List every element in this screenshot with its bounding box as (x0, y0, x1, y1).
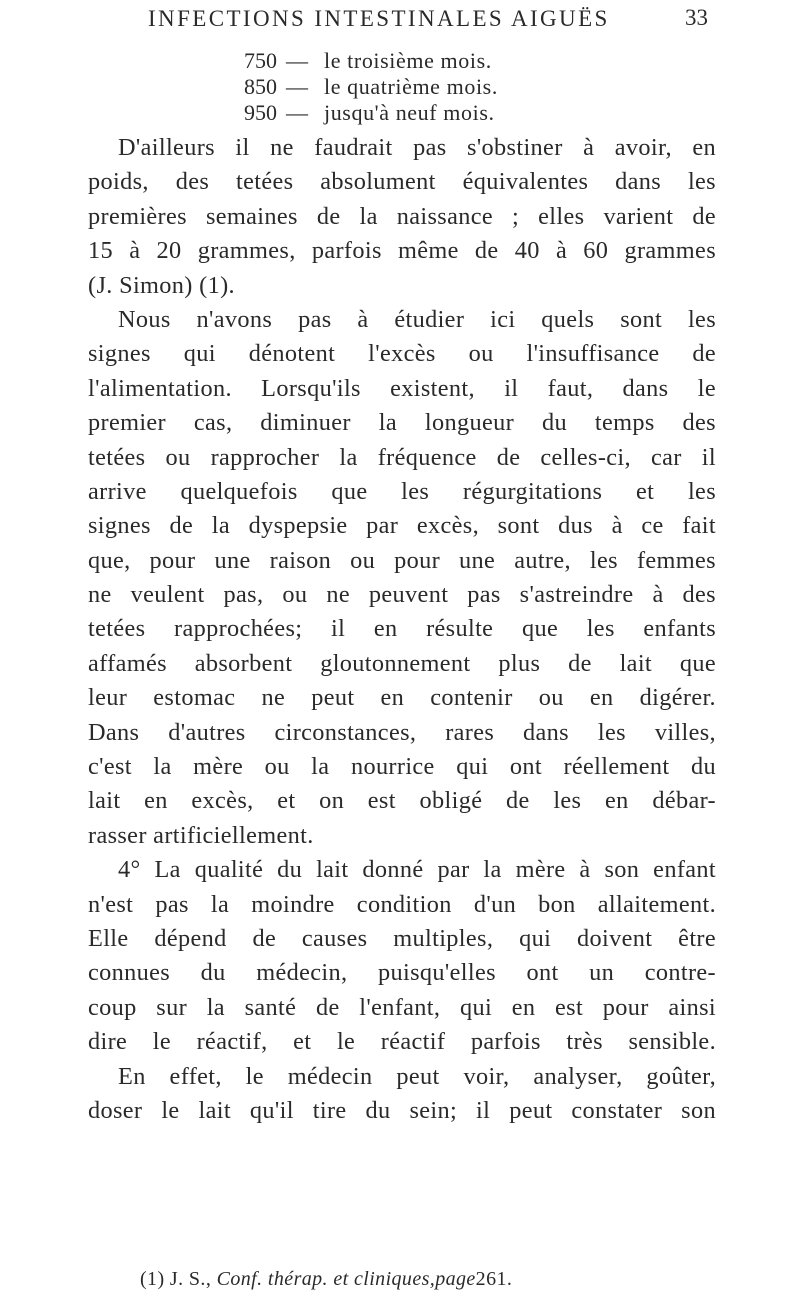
paragraph-line: tetées rapprochées; il en résulte que les enfants (88, 615, 716, 643)
running-title: INFECTIONS INTESTINALES AIGUËS (148, 6, 610, 31)
paragraph-line: affamés absorbent gloutonnement plus de lait que (88, 649, 716, 677)
schedule-row (244, 74, 604, 100)
paragraph-line: premier cas, diminuer la longueur du temps des (88, 409, 716, 437)
schedule-row (244, 48, 604, 74)
paragraph-line: poids, des tetées absolument équivalentes dans les (88, 168, 716, 196)
paragraph-line: arrive quelquefois que les régurgitations et les (88, 477, 716, 505)
paragraph-line: coup sur la santé de l'enfant, qui en est pour ainsi (88, 993, 716, 1021)
paragraph-line: rasser artificiellement. (88, 821, 314, 849)
body-text (88, 131, 716, 1128)
page-number: 33 (685, 5, 708, 30)
paragraph-line: Dans d'autres circonstances, rares dans les villes, (88, 718, 716, 746)
paragraph-line: signes de la dyspepsie par excès, sont dus à ce fait (88, 512, 716, 540)
paragraph-line: ne veulent pas, ou ne peuvent pas s'astreindre à des (88, 581, 716, 609)
paragraph-line: 15 à 20 grammes, parfois même de 40 à 60 grammes (88, 237, 716, 265)
schedule-amount: 950 (244, 100, 277, 125)
paragraph-line: c'est la mère ou la nourrice qui ont réellement du (88, 753, 716, 781)
paragraph-line: connues du médecin, puisqu'elles ont un contre- (88, 959, 716, 987)
schedule-period: jusqu'à neuf mois. (324, 100, 495, 125)
paragraph-line: doser le lait qu'il tire du sein; il peut constater son (88, 1096, 716, 1124)
paragraph-line: premières semaines de la naissance ; elles varient de (88, 202, 716, 230)
paragraph-line: (J. Simon) (1). (88, 271, 235, 299)
schedule-dash: — (286, 48, 308, 73)
paragraph-line: tetées ou rapprocher la fréquence de celles-ci, car il (88, 443, 716, 471)
paragraph-line: n'est pas la moindre condition d'un bon allaitement. (88, 890, 716, 918)
running-head (148, 6, 708, 36)
schedule-period: le troisième mois. (324, 48, 492, 73)
paragraph-line: D'ailleurs il ne faudrait pas s'obstiner à avoir, en (118, 134, 716, 161)
schedule-amount: 750 (244, 48, 277, 73)
footnote (140, 1268, 512, 1291)
schedule-dash: — (286, 74, 308, 99)
paragraph-line: dire le réactif, et le réactif parfois très sensible. (88, 1028, 716, 1056)
schedule-row (244, 100, 604, 126)
paragraph-line: Nous n'avons pas à étudier ici quels sont les (118, 305, 716, 333)
paragraph-line: leur estomac ne peut en contenir ou en digérer. (88, 684, 716, 712)
paragraph-line: l'alimentation. Lorsqu'ils existent, il faut, dans le (88, 374, 716, 402)
footnote-marker: (1) J. S., (140, 1268, 212, 1290)
paragraph-line: Elle dépend de causes multiples, qui doivent être (88, 924, 716, 952)
footnote-source: Conf. thérap. et cliniques,page (216, 1268, 476, 1290)
feeding-schedule (244, 48, 604, 126)
paragraph-line: 4° La qualité du lait donné par la mère à son enfant (118, 856, 716, 884)
schedule-amount: 850 (244, 74, 277, 99)
schedule-period: le quatrième mois. (324, 74, 498, 99)
paragraph-line: En effet, le médecin peut voir, analyser, goûter, (118, 1062, 716, 1090)
paragraph-line: lait en excès, et on est obligé de les en débar- (88, 787, 716, 815)
paragraph-line: que, pour une raison ou pour une autre, les femmes (88, 546, 716, 574)
footnote-page: 261. (475, 1268, 513, 1290)
schedule-dash: — (286, 100, 308, 125)
paragraph-line: signes qui dénotent l'excès ou l'insuffisance de (88, 340, 716, 368)
